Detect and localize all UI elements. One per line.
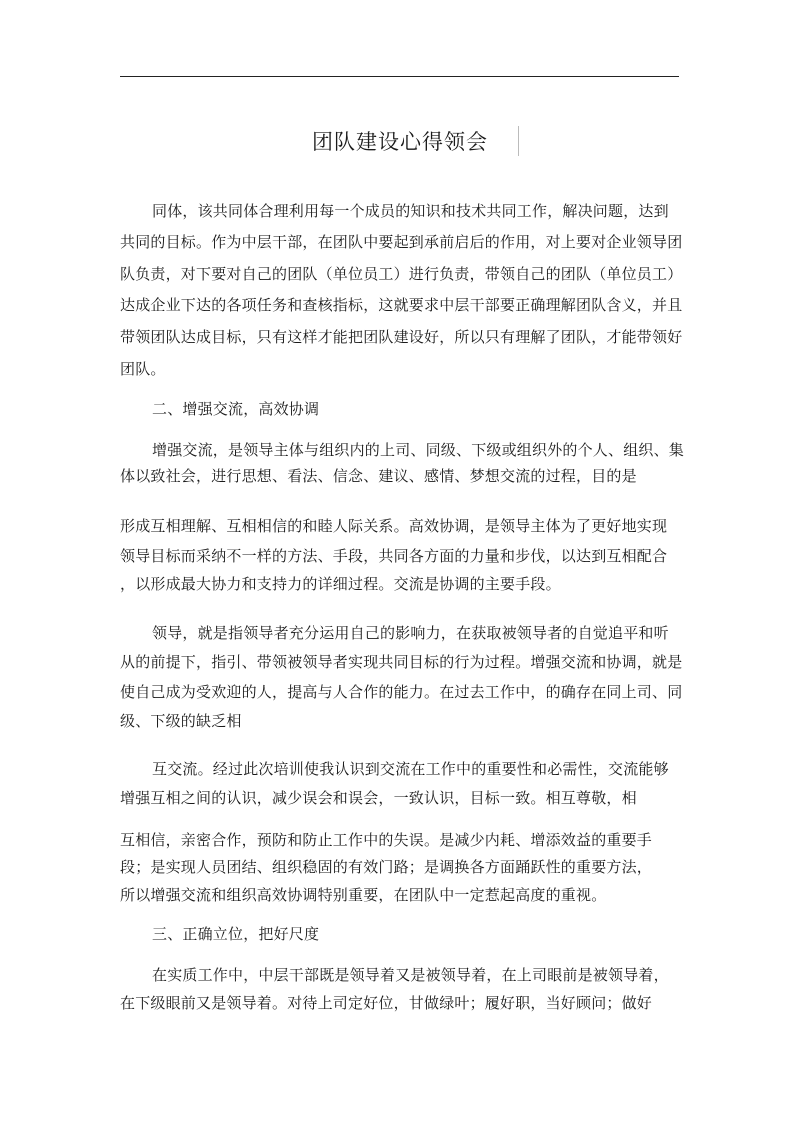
text-line: 同体，该共同体合理利用每一个成员的知识和技术共同工作，解决问题，达到 [152, 202, 669, 220]
text-line: 带领团队达成目标，只有这样才能把团队建设好，所以只有理解了团队，才能带领好 [120, 328, 683, 346]
title-cursor-mark [518, 126, 519, 156]
text-line: 在下级眼前又是领导着。对待上司定好位，甘做绿叶；履好职，当好顾问；做好 [120, 994, 653, 1012]
text-line: 团队。 [120, 360, 166, 378]
text-line: 增强交流，是领导主体与组织内的上司、同级、下级或组织外的个人、组织、集 [152, 441, 685, 459]
section-heading: 三、正确立位，把好尺度 [152, 925, 320, 943]
text-line: 在实质工作中，中层干部既是领导着又是被领导着，在上司眼前是被领导着， [152, 966, 669, 984]
text-line: 共同的目标。作为中层干部，在团队中要起到承前启后的作用，对上要对企业领导团 [120, 233, 683, 251]
header-rule [120, 76, 679, 77]
text-line: ，以形成最大协力和支持力的详细过程。交流是协调的主要手段。 [120, 575, 561, 593]
text-line: 队负责，对下要对自己的团队（单位员工）进行负责，带领自己的团队（单位员工） [120, 265, 683, 283]
text-line: 从的前提下，指引、带领被领导者实现共同目标的行为过程。增强交流和协调，就是 [120, 653, 683, 671]
text-line: 增强互相之间的认识，减少误会和误会，一致认识，目标一致。相互尊敬，相 [120, 789, 637, 807]
text-line: 领导目标而采纳不一样的方法、手段，共同各方面的力量和步伐，以达到互相配合 [120, 547, 668, 565]
text-line: 使自己成为受欢迎的人，提高与人合作的能力。在过去工作中，的确存在同上司、同 [120, 683, 683, 701]
text-line: 所以增强交流和组织高效协调特别重要，在团队中一定惹起高度的重视。 [120, 886, 607, 904]
text-line: 互交流。经过此次培训使我认识到交流在工作中的重要性和必需性，交流能够 [152, 760, 669, 778]
text-line: 段；是实现人员团结、组织稳固的有效门路；是调换各方面踊跃性的重要方法， [120, 858, 653, 876]
text-line: 领导，就是指领导者充分运用自己的影响力，在获取被领导者的自觉追平和听 [152, 624, 669, 642]
section-heading: 二、增强交流，高效协调 [152, 400, 320, 418]
text-line: 达成企业下达的各项任务和查核指标，这就要求中层干部要正确理解团队含义，并且 [120, 296, 683, 314]
text-line: 级、下级的缺乏相 [120, 712, 242, 730]
text-line: 互相信，亲密合作，预防和防止工作中的失误。是减少内耗、增添效益的重要手 [120, 831, 653, 849]
page-title: 团队建设心得领会 [312, 130, 488, 154]
text-line: 形成互相理解、互相相信的和睦人际关系。高效协调，是领导主体为了更好地实现 [120, 517, 668, 535]
text-line: 体以致社会，进行思想、看法、信念、建议、感情、梦想交流的过程，目的是 [120, 467, 637, 485]
